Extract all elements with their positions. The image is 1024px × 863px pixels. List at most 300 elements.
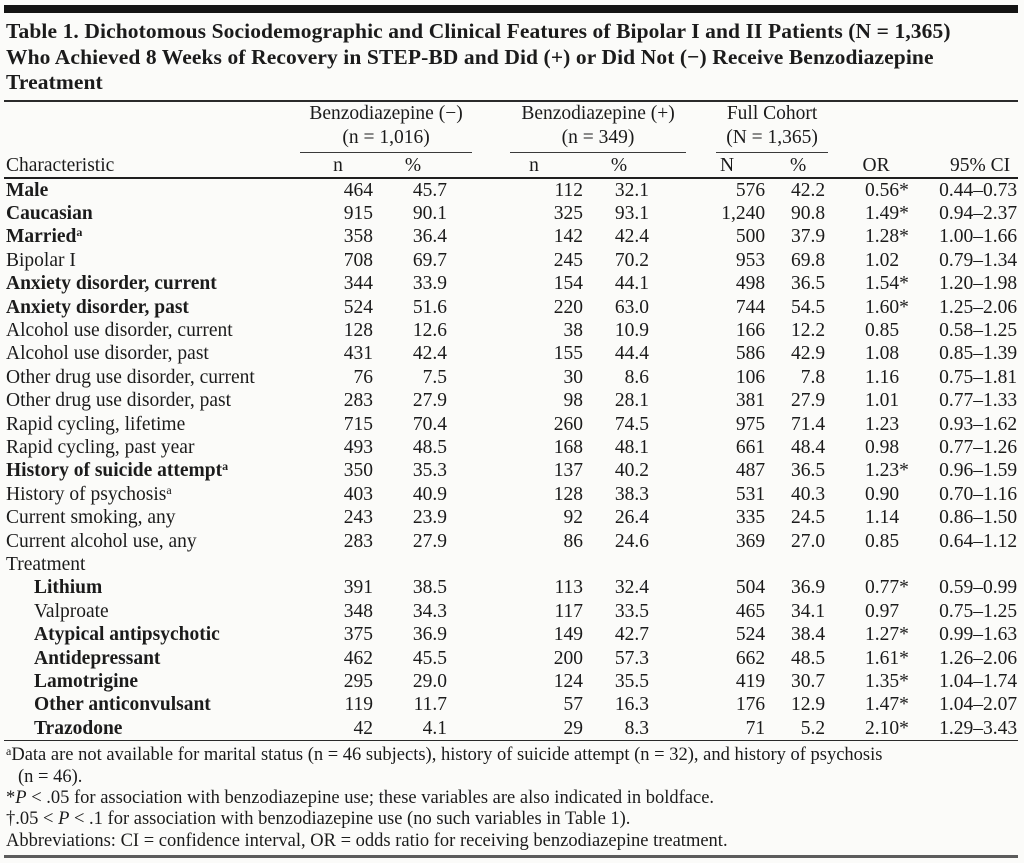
cell-benzo-plus-pct: 35.5: [614, 671, 650, 693]
cell-benzo-plus-pct: 63.0: [614, 296, 650, 318]
row-label: Other drug use disorder, past: [6, 390, 232, 412]
cell-benzo-minus-pct: 12.6: [412, 319, 447, 341]
cell-benzo-minus-n: 715: [343, 413, 373, 435]
cell-confidence-interval: 0.85–1.39: [939, 343, 1018, 365]
cell-benzo-plus-pct: 26.4: [614, 507, 650, 529]
group-count: (n = 1,016): [342, 126, 430, 148]
cell-full-cohort-pct: 27.0: [790, 530, 826, 552]
cell-gap: [450, 272, 482, 295]
cell-benzo-plus-n: 113: [554, 577, 584, 599]
cell-benzo-minus-pct: 27.9: [412, 390, 447, 412]
row-label: Married$^a$: [6, 225, 83, 248]
cell-full-cohort-n: 576: [735, 179, 766, 201]
cell-gap: [450, 436, 482, 459]
footnote-text: Abbreviations: CI = confidence interval, OR = odds ratio for receiving benzodiazepine treatment.: [6, 830, 728, 851]
row-label: Valproate: [34, 600, 109, 622]
cell-full-cohort-pct: 36.5: [790, 273, 826, 295]
cell-gap: [652, 670, 686, 693]
cell-confidence-interval: 0.75–1.81: [939, 366, 1018, 388]
cell-gap: [450, 319, 482, 342]
cell-gap: [652, 717, 686, 741]
cell-confidence-interval: 0.44–0.73: [939, 179, 1018, 201]
cell-full-cohort-n: 1,240: [721, 202, 766, 224]
cell-gap: [652, 436, 686, 459]
table-row: [4, 693, 1018, 716]
cell-full-cohort-pct: 48.5: [790, 647, 826, 669]
cell-gap: [450, 576, 482, 599]
cell-benzo-plus-n: 38: [563, 319, 584, 341]
cell-full-cohort-n: 953: [735, 249, 766, 271]
cell-odds-ratio: 0.97: [864, 600, 900, 622]
cell-gap: [652, 576, 686, 599]
cell-full-cohort-n: 661: [735, 436, 766, 458]
footnote-text: P: [15, 788, 27, 809]
cell-gap: [652, 413, 686, 436]
cell-full-cohort-pct: 37.9: [790, 226, 826, 248]
cell-gap: [652, 530, 686, 553]
cell-benzo-plus-n: 98: [563, 390, 584, 412]
cell-benzo-minus-pct: 4.1: [422, 717, 447, 739]
cell-benzo-minus-pct: 70.4: [412, 413, 447, 435]
column-header-characteristic: Characteristic: [4, 153, 300, 178]
cell-benzo-minus-n: 350: [343, 460, 373, 482]
cell-gap: [450, 178, 482, 202]
cell-gap: [450, 553, 482, 576]
cell-benzo-plus-n: 128: [553, 483, 584, 505]
cell-gap: [450, 600, 482, 623]
cell-confidence-interval: 0.77–1.33: [939, 390, 1018, 412]
footnote-text: †.05 <: [6, 809, 59, 830]
cell-confidence-interval: 1.00–1.66: [939, 226, 1018, 248]
cell-benzo-minus-n: 283: [343, 390, 373, 412]
cell-full-cohort-n: 744: [735, 296, 766, 318]
cell-full-cohort-n: 524: [735, 624, 766, 646]
cell-benzo-minus-n: 76: [353, 366, 373, 388]
footnote-marker: a: [222, 459, 229, 474]
cell-odds-ratio: 1.01: [864, 390, 900, 412]
cell-benzo-minus-pct: 35.3: [412, 460, 447, 482]
cell-benzo-minus-n: 295: [343, 671, 373, 693]
cell-confidence-interval: 1.04–1.74: [939, 671, 1018, 693]
cell-odds-ratio: 1.23: [864, 413, 900, 435]
column-header-pct1: %: [376, 153, 450, 178]
cell-benzo-plus-pct: 44.1: [614, 273, 650, 295]
table-row: [4, 576, 1018, 599]
cell-full-cohort-n: 531: [735, 483, 766, 505]
column-header-pct2: %: [586, 153, 652, 178]
cell-odds-ratio: 1.02: [864, 249, 900, 271]
cell-full-cohort-pct: 34.1: [790, 600, 826, 622]
cell-benzo-plus-pct: 32.4: [614, 577, 650, 599]
cell-benzo-plus-n: 30: [563, 366, 584, 388]
cell-benzo-plus-n: 117: [554, 600, 584, 622]
cell-odds-ratio: 1.16: [864, 366, 900, 388]
cell-confidence-interval: 0.70–1.16: [939, 483, 1018, 505]
group-header-row: [4, 102, 1018, 153]
row-label: Other drug use disorder, current: [6, 366, 255, 388]
cell-odds-ratio: 1.23*: [864, 460, 909, 482]
cell-benzo-minus-n: 524: [343, 296, 373, 318]
table-header: [4, 102, 1018, 178]
cell-full-cohort-pct: 12.2: [790, 319, 826, 341]
table-row: [4, 319, 1018, 342]
row-label: Rapid cycling, lifetime: [6, 413, 186, 435]
cell-full-cohort-pct: 38.4: [790, 624, 826, 646]
group-header-spacer: [828, 102, 912, 153]
cell-full-cohort-n: 381: [735, 390, 766, 412]
cell-benzo-plus-pct: 42.4: [614, 226, 650, 248]
cell-full-cohort-n: 500: [735, 226, 766, 248]
cell-benzo-minus-n: 243: [343, 507, 373, 529]
cell-gap: [652, 389, 686, 412]
cell-confidence-interval: 0.77–1.26: [939, 436, 1018, 458]
cell-benzo-minus-n: 462: [343, 647, 373, 669]
row-label: Lamotrigine: [34, 671, 138, 693]
column-header-ci: 95% CI: [912, 153, 1018, 178]
cell-benzo-plus-n: 260: [553, 413, 584, 435]
cell-full-cohort-n: 106: [735, 366, 766, 388]
table-title-line: Who Achieved 8 Weeks of Recovery in STEP-BD and Did (+) or Did Not (−) Receive Benzodiazepine: [6, 44, 934, 69]
cell-gap: [652, 459, 686, 482]
cell-confidence-interval: 0.79–1.34: [939, 249, 1018, 271]
cell-benzo-minus-pct: 34.3: [412, 600, 447, 622]
cell-benzo-plus-pct: 70.2: [614, 249, 650, 271]
cell-benzo-minus-pct: 11.7: [413, 694, 447, 716]
row-label: Lithium: [34, 577, 103, 599]
group-name: Full Cohort: [726, 102, 818, 124]
cell-benzo-plus-pct: 8.6: [624, 366, 650, 388]
cell-benzo-minus-n: 464: [343, 179, 373, 201]
cell-benzo-plus-n: 220: [553, 296, 584, 318]
table-row: [4, 600, 1018, 623]
cell-benzo-minus-pct: 90.1: [412, 202, 447, 224]
cell-full-cohort-pct: 71.4: [790, 413, 826, 435]
cell-odds-ratio: 1.47*: [864, 694, 909, 716]
cell-benzo-minus-pct: [376, 553, 450, 576]
cell-confidence-interval: 1.25–2.06: [939, 296, 1018, 318]
cell-gap: [652, 366, 686, 389]
cell-confidence-interval: 0.59–0.99: [939, 577, 1018, 599]
cell-benzo-plus-n: 155: [553, 343, 584, 365]
cell-gap: [450, 413, 482, 436]
cell-full-cohort-pct: [768, 553, 828, 576]
row-label: Alcohol use disorder, past: [6, 343, 209, 365]
row-label: Current smoking, any: [6, 507, 176, 529]
cell-benzo-plus-n: 57: [563, 694, 584, 716]
cell-benzo-minus-pct: 23.9: [412, 507, 447, 529]
cell-odds-ratio: [828, 553, 912, 576]
cell-full-cohort-n: 975: [735, 413, 766, 435]
cell-confidence-interval: [912, 553, 1018, 576]
cell-confidence-interval: 1.29–3.43: [939, 717, 1018, 739]
cell-gap: [652, 553, 686, 576]
cell-benzo-plus-n: 245: [553, 249, 584, 271]
column-header-gap: [652, 153, 686, 178]
cell-benzo-plus-pct: 33.5: [614, 600, 650, 622]
cell-full-cohort-pct: 36.5: [790, 460, 826, 482]
cell-full-cohort-pct: 40.3: [790, 483, 826, 505]
cell-full-cohort-n: 504: [735, 577, 766, 599]
cell-gap: [450, 717, 482, 741]
cell-benzo-plus-n: 200: [553, 647, 584, 669]
table-row: [4, 483, 1018, 506]
cell-benzo-minus-pct: 7.5: [422, 366, 447, 388]
cell-benzo-plus-pct: 57.3: [614, 647, 650, 669]
row-label: Rapid cycling, past year: [6, 436, 195, 458]
row-label: Alcohol use disorder, current: [6, 319, 233, 341]
cell-full-cohort-n: 335: [735, 507, 766, 529]
cell-gap: [652, 296, 686, 319]
cell-benzo-plus-pct: 8.3: [624, 717, 650, 739]
cell-gap: [652, 272, 686, 295]
cell-gap: [450, 202, 482, 225]
cell-benzo-minus-n: 391: [343, 577, 373, 599]
cell-gap: [450, 623, 482, 646]
column-header-n1: n: [300, 153, 376, 178]
cell-full-cohort-pct: 42.2: [790, 179, 826, 201]
cell-gap: [652, 600, 686, 623]
cell-gap: [450, 483, 482, 506]
cell-full-cohort-n: 176: [735, 694, 766, 716]
table-row: [4, 178, 1018, 202]
cell-benzo-minus-pct: 36.9: [412, 624, 447, 646]
cell-benzo-minus-n: 283: [343, 530, 373, 552]
table-row: [4, 717, 1018, 741]
table-row: [4, 413, 1018, 436]
cell-gap: [450, 506, 482, 529]
cell-benzo-plus-n: [482, 553, 586, 576]
table-row: [4, 366, 1018, 389]
footnote-line: [6, 788, 1018, 809]
cell-benzo-minus-n: 708: [343, 249, 373, 271]
top-rule: [4, 5, 1018, 13]
column-header-or: OR: [828, 153, 912, 178]
table-row: [4, 670, 1018, 693]
cell-benzo-minus-n: 915: [343, 202, 373, 224]
footnote-text: a: [6, 744, 12, 759]
table-row: [4, 459, 1018, 482]
cell-full-cohort-n: 369: [735, 530, 766, 552]
cell-gap: [652, 506, 686, 529]
cell-benzo-minus-n: 358: [343, 226, 373, 248]
footnote-text: *: [6, 788, 16, 809]
cell-benzo-plus-n: 137: [553, 460, 584, 482]
cell-benzo-minus-pct: 36.4: [412, 226, 447, 248]
footnote-line: [6, 767, 1018, 788]
cell-gap: [450, 342, 482, 365]
cell-gap: [652, 693, 686, 716]
table-row: [4, 389, 1018, 412]
cell-benzo-plus-pct: 40.2: [614, 460, 650, 482]
cell-confidence-interval: 0.93–1.62: [939, 413, 1018, 435]
cell-gap: [652, 483, 686, 506]
cell-gap: [652, 623, 686, 646]
cell-benzo-plus-pct: 93.1: [614, 202, 650, 224]
cell-full-cohort-n: 465: [735, 600, 766, 622]
footnote-marker: a: [166, 482, 172, 497]
cell-benzo-minus-n: 119: [344, 694, 373, 716]
cell-benzo-plus-pct: 24.6: [614, 530, 650, 552]
group-name: Benzodiazepine (+): [521, 102, 675, 124]
footnote-line: [6, 831, 1018, 852]
cell-benzo-minus-pct: 48.5: [412, 436, 447, 458]
cell-odds-ratio: 1.49*: [864, 202, 909, 224]
table-row: [4, 296, 1018, 319]
table-row: [4, 272, 1018, 295]
row-label: Male: [6, 179, 49, 201]
cell-full-cohort-pct: 42.9: [790, 343, 826, 365]
cell-full-cohort-n: 419: [735, 671, 766, 693]
cell-odds-ratio: 1.14: [864, 507, 900, 529]
cell-odds-ratio: 0.85: [864, 319, 900, 341]
cell-odds-ratio: 1.61*: [864, 647, 909, 669]
cell-gap: [450, 459, 482, 482]
footnote-text: < .05 for association with benzodiazepine use; these variables are also indicated in boldface.: [26, 788, 715, 809]
cell-benzo-minus-n: 493: [343, 436, 373, 458]
bottom-rule: [4, 855, 1018, 858]
cell-confidence-interval: 0.94–2.37: [939, 202, 1018, 224]
cell-benzo-minus-pct: 42.4: [412, 343, 447, 365]
row-label: Current alcohol use, any: [6, 530, 197, 552]
cell-full-cohort-n: 71: [745, 717, 766, 739]
cell-odds-ratio: 0.98: [864, 436, 900, 458]
cell-benzo-minus-pct: 27.9: [412, 530, 447, 552]
cell-full-cohort-n: 498: [735, 273, 766, 295]
cell-benzo-plus-pct: 74.5: [614, 413, 650, 435]
cell-full-cohort-pct: 30.7: [790, 671, 826, 693]
cell-odds-ratio: 1.35*: [864, 671, 909, 693]
cell-benzo-plus-n: 149: [553, 624, 584, 646]
row-label: Bipolar I: [6, 249, 76, 271]
cell-gap: [652, 342, 686, 365]
table-row: [4, 436, 1018, 459]
cell-benzo-plus-n: 86: [563, 530, 584, 552]
cell-benzo-plus-n: 112: [554, 179, 584, 201]
cell-gap: [450, 249, 482, 272]
row-label: Anxiety disorder, current: [6, 273, 217, 295]
cell-benzo-plus-pct: 32.1: [614, 179, 650, 201]
row-label: Treatment: [6, 554, 86, 575]
cell-full-cohort-pct: 54.5: [790, 296, 826, 318]
table-row: [4, 623, 1018, 646]
table-row: [4, 342, 1018, 365]
table-title-line: Table 1. Dichotomous Sociodemographic and Clinical Features of Bipolar I and II Patients (N = 1,365): [6, 19, 951, 43]
footnote-line: [6, 745, 1018, 766]
cell-confidence-interval: 0.99–1.63: [939, 624, 1018, 646]
cell-full-cohort-pct: 27.9: [790, 390, 826, 412]
cell-odds-ratio: 1.27*: [864, 624, 909, 646]
cell-full-cohort-pct: 36.9: [790, 577, 826, 599]
cell-benzo-minus-n: 431: [343, 343, 373, 365]
cell-benzo-minus-n: 403: [343, 483, 373, 505]
row-label: Other anticonvulsant: [34, 694, 211, 716]
cell-full-cohort-pct: 90.8: [790, 202, 826, 224]
row-label: History of suicide attempt$^a$: [6, 459, 229, 482]
cell-benzo-minus-n: 42: [353, 717, 373, 739]
cell-confidence-interval: 0.86–1.50: [939, 507, 1018, 529]
cell-gap: [652, 178, 686, 202]
cell-gap: [652, 225, 686, 248]
cell-gap: [652, 249, 686, 272]
cell-confidence-interval: 1.04–2.07: [939, 694, 1018, 716]
cell-full-cohort-n: 662: [735, 647, 766, 669]
cell-full-cohort-n: [686, 553, 768, 576]
cell-benzo-plus-pct: 44.4: [614, 343, 650, 365]
cell-full-cohort-n: 487: [735, 460, 766, 482]
cell-benzo-minus-pct: 33.9: [412, 273, 447, 295]
group-header-benzo-plus: [482, 102, 686, 153]
cell-benzo-minus-n: [300, 553, 376, 576]
cell-gap: [450, 389, 482, 412]
cell-benzo-minus-pct: 29.0: [412, 671, 447, 693]
cell-odds-ratio: 0.90: [864, 483, 900, 505]
group-name: Benzodiazepine (−): [309, 102, 463, 124]
cell-confidence-interval: 1.26–2.06: [939, 647, 1018, 669]
cell-gap: [652, 647, 686, 670]
cell-benzo-plus-pct: 48.1: [614, 436, 650, 458]
column-header-gap: [450, 153, 482, 178]
cell-benzo-plus-n: 154: [553, 273, 584, 295]
cell-odds-ratio: 0.77*: [864, 577, 909, 599]
group-header-benzo-minus: [300, 102, 482, 153]
cell-gap: [652, 319, 686, 342]
cell-confidence-interval: 0.58–1.25: [939, 319, 1018, 341]
column-header-n2: n: [482, 153, 586, 178]
table-title-line: Treatment: [6, 70, 103, 94]
cell-gap: [450, 693, 482, 716]
cell-benzo-plus-n: 168: [553, 436, 584, 458]
table-row: [4, 202, 1018, 225]
footnote-text: < .1 for association with benzodiazepine use (no such variables in Table 1).: [69, 809, 631, 830]
cell-benzo-plus-pct: 42.7: [614, 624, 650, 646]
cell-odds-ratio: 1.28*: [864, 226, 909, 248]
cell-odds-ratio: 0.85: [864, 530, 900, 552]
footnote-text: Data are not available for marital status (n = 46 subjects), history of suicide attempt (n = 32), and history of psychosis: [11, 745, 883, 766]
cell-gap: [450, 225, 482, 248]
cell-gap: [450, 366, 482, 389]
cell-benzo-plus-pct: 38.3: [614, 483, 650, 505]
cell-benzo-plus-n: 325: [553, 202, 584, 224]
row-label: Atypical antipsychotic: [34, 624, 220, 646]
table-row: [4, 647, 1018, 670]
cell-benzo-minus-pct: 51.6: [412, 296, 447, 318]
subheader-row: [4, 153, 1018, 178]
cell-confidence-interval: 1.20–1.98: [939, 273, 1018, 295]
column-header-n3: N: [686, 153, 768, 178]
footnote-text: P: [58, 809, 70, 830]
table-row: [4, 506, 1018, 529]
cell-odds-ratio: 1.60*: [864, 296, 909, 318]
cell-benzo-minus-pct: 38.5: [412, 577, 447, 599]
footnote-text: (n = 46).: [18, 766, 83, 787]
cell-benzo-plus-pct: 16.3: [614, 694, 650, 716]
cell-benzo-minus-n: 375: [343, 624, 373, 646]
cell-benzo-minus-n: 128: [343, 319, 373, 341]
cell-gap: [450, 670, 482, 693]
row-label: History of psychosis$^a$: [6, 482, 172, 505]
cell-confidence-interval: 0.75–1.25: [939, 600, 1018, 622]
cell-gap: [450, 530, 482, 553]
cell-benzo-minus-pct: 45.5: [412, 647, 447, 669]
group-count: (n = 349): [561, 126, 635, 148]
cell-full-cohort-pct: 48.4: [790, 436, 826, 458]
group-header-spacer: [912, 102, 1018, 153]
section-row: [4, 553, 1018, 576]
cell-confidence-interval: 0.64–1.12: [939, 530, 1018, 552]
cell-benzo-minus-n: 344: [343, 273, 373, 295]
cell-full-cohort-n: 166: [735, 319, 766, 341]
table-row: [4, 225, 1018, 248]
